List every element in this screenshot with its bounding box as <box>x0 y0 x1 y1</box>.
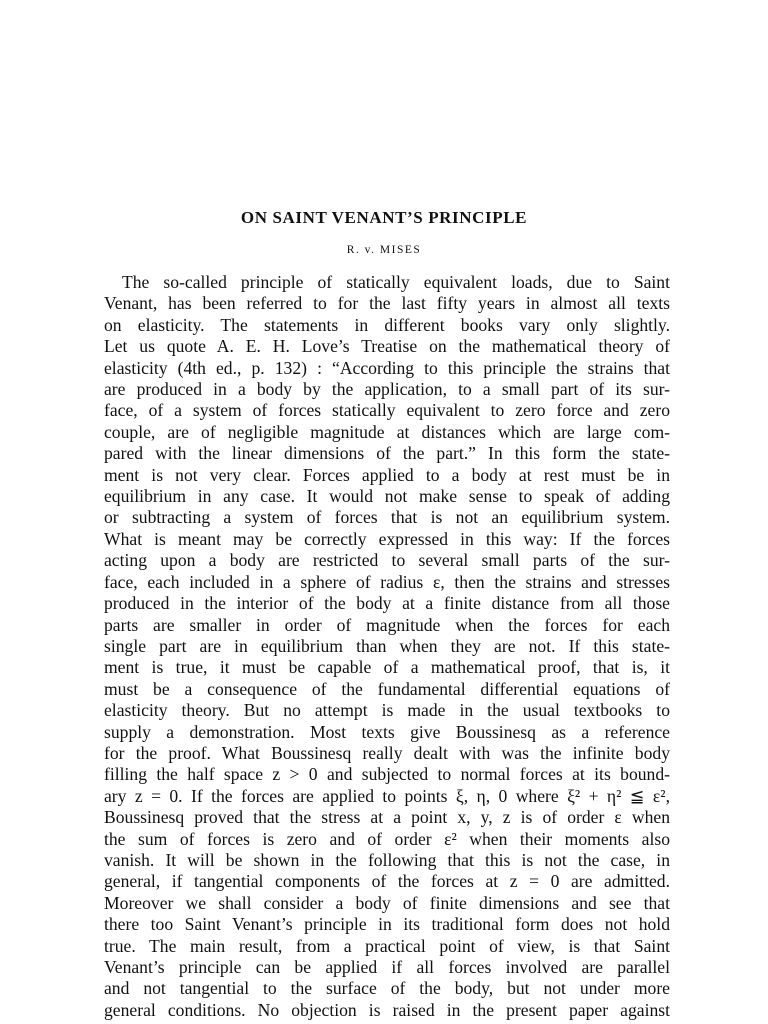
body-line: true. The main result, from a practical point of view, is that Saint <box>104 935 670 956</box>
body-line: equilibrium in any case. It would not make sense to speak of adding <box>104 486 670 507</box>
body-line: elasticity (4th ed., p. 132) : “According to this principle the strains that <box>104 357 670 378</box>
paper-author: R. v. MISES <box>346 244 422 256</box>
body-line: The so-called principle of statically equivalent loads, due to Saint <box>122 272 670 292</box>
body-line: face, of a system of forces statically equivalent to zero force and zero <box>104 400 670 421</box>
body-line: must be a consequence of the fundamental differential equations of <box>104 678 670 699</box>
body-line: supply a demonstration. Most texts give Boussinesq as a reference <box>104 721 670 742</box>
body-line: pared with the linear dimensions of the part.” In this form the state- <box>104 443 670 464</box>
body-line: ary z = 0. If the forces are applied to points ξ, η, 0 where ξ² + η² ≦ ε², <box>104 785 670 806</box>
body-line: face, each included in a sphere of radius ε, then the strains and stresses <box>104 571 670 592</box>
body-text <box>104 272 670 1021</box>
body-line: Let us quote A. E. H. Love’s Treatise on the mathematical theory of <box>104 336 670 357</box>
body-line: on elasticity. The statements in different books vary only slightly. <box>104 314 670 335</box>
body-line: Moreover we shall consider a body of finite dimensions and see that <box>104 892 670 913</box>
body-line: parts are smaller in order of magnitude when the forces for each <box>104 614 670 635</box>
body-line: ment is true, it must be capable of a mathematical proof, that is, it <box>104 657 670 678</box>
body-line: vanish. It will be shown in the following that this is not the case, in <box>104 849 670 870</box>
body-line: Venant’s principle can be applied if all forces involved are parallel <box>104 957 670 977</box>
body-line: produced in the interior of the body at a finite distance from all those <box>104 593 670 614</box>
body-line: ment is not very clear. Forces applied to a body at rest must be in <box>104 464 670 485</box>
paper-title: ON SAINT VENANT’S PRINCIPLE <box>240 208 528 227</box>
body-line: for the proof. What Boussinesq really dealt with was the infinite body <box>104 742 670 763</box>
body-line: and not tangential to the surface of the body, but not under more <box>104 978 670 999</box>
body-line: single part are in equilibrium than when they are not. If this state- <box>104 635 670 656</box>
body-line: filling the half space z > 0 and subjected to normal forces at its bound- <box>104 764 670 785</box>
body-line: acting upon a body are restricted to several small parts of the sur- <box>104 550 670 571</box>
body-line: there too Saint Venant’s principle in its traditional form does not hold <box>104 914 670 935</box>
body-line: or subtracting a system of forces that is not an equilibrium system. <box>104 507 670 528</box>
body-line: the sum of forces is zero and of order ε² when their moments also <box>104 828 670 849</box>
body-line: general conditions. No objection is raised in the present paper against <box>104 999 670 1020</box>
body-line: general, if tangential components of the forces at z = 0 are admitted. <box>104 871 670 892</box>
body-line: Venant, has been referred to for the last fifty years in almost all texts <box>104 293 670 314</box>
body-line: Boussinesq proved that the stress at a point x, y, z is of order ε when <box>104 807 670 828</box>
body-line: What is meant may be correctly expressed in this way: If the forces <box>104 528 670 549</box>
body-line: couple, are of negligible magnitude at distances which are large com- <box>104 421 670 442</box>
body-line: are produced in a body by the application, to a small part of its sur- <box>104 379 670 400</box>
body-line: elasticity theory. But no attempt is made in the usual textbooks to <box>104 700 670 721</box>
